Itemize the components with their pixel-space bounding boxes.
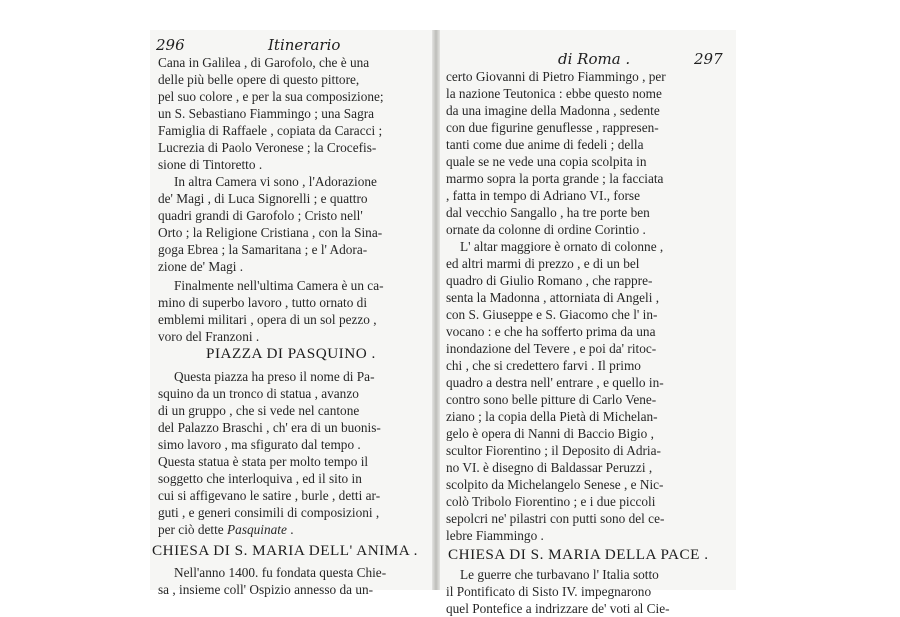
text-line: tanti come due anime di fedeli ; della [446, 137, 644, 152]
section-heading-pace: CHIESA DI S. MARIA DELLA PACE . [448, 546, 709, 563]
text-line: del Palazzo Braschi , ch' era di un buonis- [158, 420, 381, 435]
text-line: marmo sopra la porta grande ; la facciata [446, 171, 664, 186]
text-line: colò Tribolo Fiorentino ; e i due piccoli [446, 494, 656, 509]
text-line: quadro di Giulio Romano , che rappre- [446, 273, 653, 288]
text-line: pel suo colore , e per la sua composizione; [158, 89, 384, 104]
text-line: da una imagine della Madonna , sedente [446, 103, 660, 118]
text-line: , fatta in tempo di Adriano VI., forse [446, 188, 640, 203]
book-gutter [432, 30, 440, 590]
text-line: mino di superbo lavoro , tutto ornato di [158, 295, 368, 310]
text-run: . [286, 522, 294, 537]
text-line: sione di Tintoretto . [158, 157, 263, 172]
text-line: squino da un tronco di statua , avanzo [158, 386, 359, 401]
text-line: con S. Giuseppe e S. Giacomo che l' in- [446, 307, 658, 322]
text-line: quadro a destra nell' entrare , e quello in- [446, 375, 664, 390]
text-line: Cana in Galilea , di Garofolo, che è una [158, 55, 370, 70]
text-line: il Pontificato di Sisto IV. impegnarono [446, 584, 652, 599]
text-line: Orto ; la Religione Cristiana , con la Sina- [158, 225, 383, 240]
text-line: de' Magi , di Luca Signorelli ; e quattro [158, 191, 368, 206]
text-line: lebre Fiammingo . [446, 528, 544, 543]
text-line: quel Pontefice a indrizzare de' voti al Cie- [446, 601, 670, 616]
right-running-head: di Roma . [558, 50, 631, 68]
text-line: dal vecchio Sangallo , ha tre porte ben [446, 205, 650, 220]
text-line: voro del Franzoni . [158, 329, 260, 344]
text-line: un S. Sebastiano Fiammingo ; una Sagra [158, 106, 375, 121]
right-page-number: 297 [694, 50, 723, 68]
text-run: per ciò dette [158, 522, 224, 537]
text-line-with-italic [158, 521, 294, 538]
text-line: con due figurine genuflesse , rappresen- [446, 120, 659, 135]
text-line: simo lavoro , ma sfigurato dal tempo . [158, 437, 361, 452]
text-line: sa , insieme coll' Ospizio annesso da un- [158, 582, 374, 597]
text-line: In altra Camera vi sono , l'Adorazione [174, 174, 377, 189]
text-line: goga Ebrea ; la Samaritana ; e l' Adora- [158, 242, 368, 257]
text-line: contro sono belle pitture di Carlo Vene- [446, 392, 657, 407]
text-line: sepolcri ne' pilastri con putti sono del ce- [446, 511, 665, 526]
text-line: zione de' Magi . [158, 259, 244, 274]
text-line: certo Giovanni di Pietro Fiammingo , per [446, 69, 666, 84]
text-line: guti , e generi consimili di composizioni , [158, 505, 380, 520]
text-line: quadri grandi di Garofolo ; Cristo nell' [158, 208, 363, 223]
text-line: Finalmente nell'ultima Camera è un ca- [174, 278, 384, 293]
text-line: Questa piazza ha preso il nome di Pa- [174, 369, 375, 384]
text-line: delle più belle opere di questo pittore, [158, 72, 360, 87]
text-line: soggetto che interloquiva , ed il sito in [158, 471, 362, 486]
right-page [440, 30, 736, 616]
text-line: Lucrezia di Paolo Veronese ; la Crocefis- [158, 140, 377, 155]
text-line: senta la Madonna , attorniata di Angeli , [446, 290, 660, 305]
left-running-head: Itinerario [268, 36, 341, 54]
text-line: Nell'anno 1400. fu fondata questa Chie- [174, 565, 387, 580]
text-line: L' altar maggiore è ornato di colonne , [460, 239, 664, 254]
text-line: quale se ne vede una copia scolpita in [446, 154, 647, 169]
text-line: inondazione del Tevere , e poi da' ritoc- [446, 341, 657, 356]
section-heading-anima: CHIESA DI S. MARIA DELL' ANIMA . [152, 542, 418, 559]
text-line: vocano : e che ha sofferto prima da una [446, 324, 656, 339]
text-line: la nazione Teutonica : ebbe questo nome [446, 86, 662, 101]
text-line: ornate da colonne di ordine Corintio . [446, 222, 646, 237]
text-line: Questa statua è stata per molto tempo il [158, 454, 369, 469]
text-line: emblemi militari , opera di un sol pezzo , [158, 312, 377, 327]
italic-term-pasquinate: Pasquinate [227, 522, 287, 537]
text-line: no VI. è disegno di Baldassar Peruzzi , [446, 460, 653, 475]
text-line: ziano ; la copia della Pietà di Michelan- [446, 409, 658, 424]
left-page-number: 296 [156, 36, 185, 54]
text-line: cui si affigevano le satire , burle , detti ar- [158, 488, 381, 503]
section-heading-pasquino: PIAZZA DI PASQUINO . [206, 345, 376, 362]
text-line: Famiglia di Raffaele , copiata da Caracci ; [158, 123, 383, 138]
text-line: chi , che si credettero farvi . Il primo [446, 358, 641, 373]
text-line: scultor Fiorentino ; il Deposito di Adria- [446, 443, 661, 458]
text-line: ed altri marmi di prezzo , e di un bel [446, 256, 640, 271]
text-line: scolpito da Michelangelo Senese , e Nic- [446, 477, 664, 492]
text-line: Le guerre che turbavano l' Italia sotto [460, 567, 659, 582]
text-line: gelo è opera di Nanni di Baccio Bigio , [446, 426, 654, 441]
left-page [150, 30, 432, 597]
text-line: di un gruppo , che si vede nel cantone [158, 403, 360, 418]
